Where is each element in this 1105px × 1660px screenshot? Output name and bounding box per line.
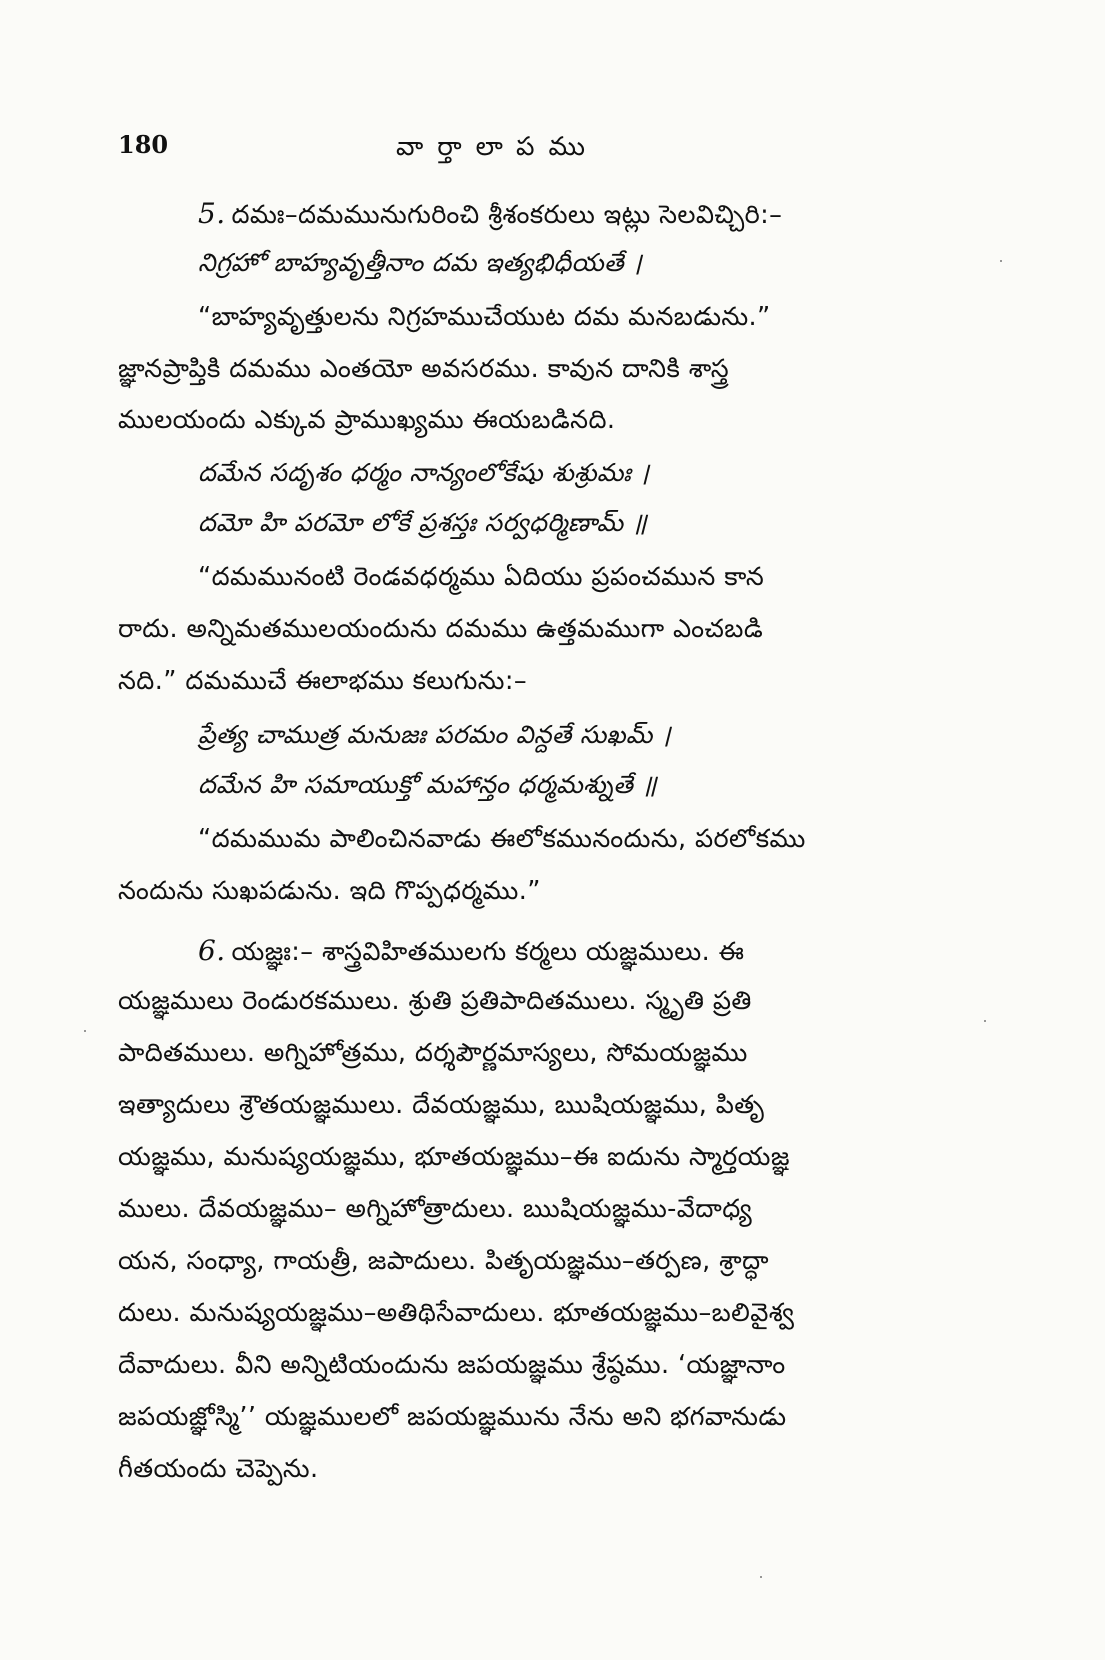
section-6-line-7: యన, సంధ్యా, గాయత్రీ, జపాదులు. పితృయజ్ఞము–తర్పణ, శ్రాద్ధా [118, 1246, 769, 1276]
paragraph-3-line-2: నందును సుఖపడును. ఇది గొప్పధర్మము.” [118, 876, 541, 906]
section-6-line-9: దేవాదులు. వీని అన్నిటియందును జపయజ్ఞము శ్రేష్ఠము. ‘యజ్ఞానాం [118, 1350, 786, 1380]
section-6-line-2: యజ్ఞములు రెండురకములు. శ్రుతి ప్రతిపాదితములు. స్మృతి ప్రతి [118, 986, 752, 1016]
section-6-line-1 [198, 934, 744, 968]
paragraph-2-line-2: రాదు. అన్నిమతములయందును దమము ఉత్తమముగా ఎంచబడి [118, 614, 764, 644]
section-6-number: 6. [198, 934, 226, 967]
section-6-line-10: జపయజ్ఞోస్మి’’ యజ్ఞములలో జపయజ్ఞమును నేను అని భగవానుడు [118, 1402, 787, 1432]
page-number: 180 [118, 130, 169, 159]
scan-speck [1000, 260, 1002, 262]
section-6-line-11: గీతయందు చెప్పెను. [118, 1454, 319, 1484]
verse-3-line-1: ప్రేత్య చాముత్ర మనుజః పరమం విన్దతే సుఖమ్ । [198, 720, 672, 749]
running-title: వార్తాలాపము [396, 132, 600, 162]
paragraph-1-line-2: జ్ఞానప్రాప్తికి దమము ఎంతయో అవసరము. కావున దానికి శాస్త్ర [118, 354, 730, 384]
verse-2-line-2: దమో హి పరమో లోకే ప్రశస్తః సర్వధర్మిణామ్ ॥ [198, 508, 648, 537]
section-5-intro [198, 197, 782, 231]
paragraph-1-line-1: “బాహ్యవృత్తులను నిగ్రహముచేయుట దమ మనబడును.” [198, 302, 771, 332]
paragraph-1-line-3: ములయందు ఎక్కువ ప్రాముఖ్యము ఈయబడినది. [118, 405, 616, 435]
verse-3-line-2: దమేన హి సమాయుక్తో మహాన్తం ధర్మమశ్నుతే ॥ [198, 770, 657, 799]
section-5-number: 5. [198, 197, 226, 230]
verse-2-line-1: దమేన సదృశం ధర్మం నాన్యంలోకేషు శుశ్రుమః । [198, 458, 650, 487]
section-6-line-6: ములు. దేవయజ్ఞము– అగ్నిహోత్రాదులు. ఋషియజ్ఞము-వేదాధ్య [118, 1194, 753, 1224]
scan-speck [984, 1020, 986, 1022]
section-6-line-4: ఇత్యాదులు శ్రౌతయజ్ఞములు. దేవయజ్ఞము, ఋషియజ్ఞము, పితృ [118, 1090, 765, 1120]
page-header [118, 130, 968, 174]
paragraph-2-line-1: “దమమునంటి రెండవధర్మము ఏదియు ప్రపంచమున కాన [198, 562, 765, 592]
scan-speck [760, 1576, 762, 1578]
verse-1-line-1: నిగ్రహో బాహ్యవృత్తీనాం దమ ఇత్యభిధీయతే । [198, 248, 643, 277]
section-6-line-3: పాదితములు. అగ్నిహోత్రము, దర్శపౌర్ణమాస్యలు, సోమయజ్ఞము [118, 1038, 748, 1068]
section-6-line-8: దులు. మనుష్యయజ్ఞము–అతిథిసేవాదులు. భూతయజ్ఞము–బలివైశ్వ [118, 1298, 795, 1328]
section-5-text: దమః–దమమునుగురించి శ్రీశంకరులు ఇట్లు సెలవిచ్చిరి:– [231, 200, 783, 230]
paragraph-2-line-3: నది.” దమముచే ఈలాభము కలుగును:– [118, 666, 528, 696]
scan-speck [84, 1030, 86, 1032]
section-6-line-5: యజ్ఞము, మనుష్యయజ్ఞము, భూతయజ్ఞము–ఈ ఐదును స్మార్తయజ్ఞ [118, 1142, 790, 1172]
paragraph-3-line-1: “దమముమ పాలించినవాడు ఈలోకమునందును, పరలోకము [198, 824, 806, 854]
section-6-text: యజ్ఞః:– శాస్త్రవిహితములగు కర్మలు యజ్ఞములు. ఈ [231, 937, 745, 967]
